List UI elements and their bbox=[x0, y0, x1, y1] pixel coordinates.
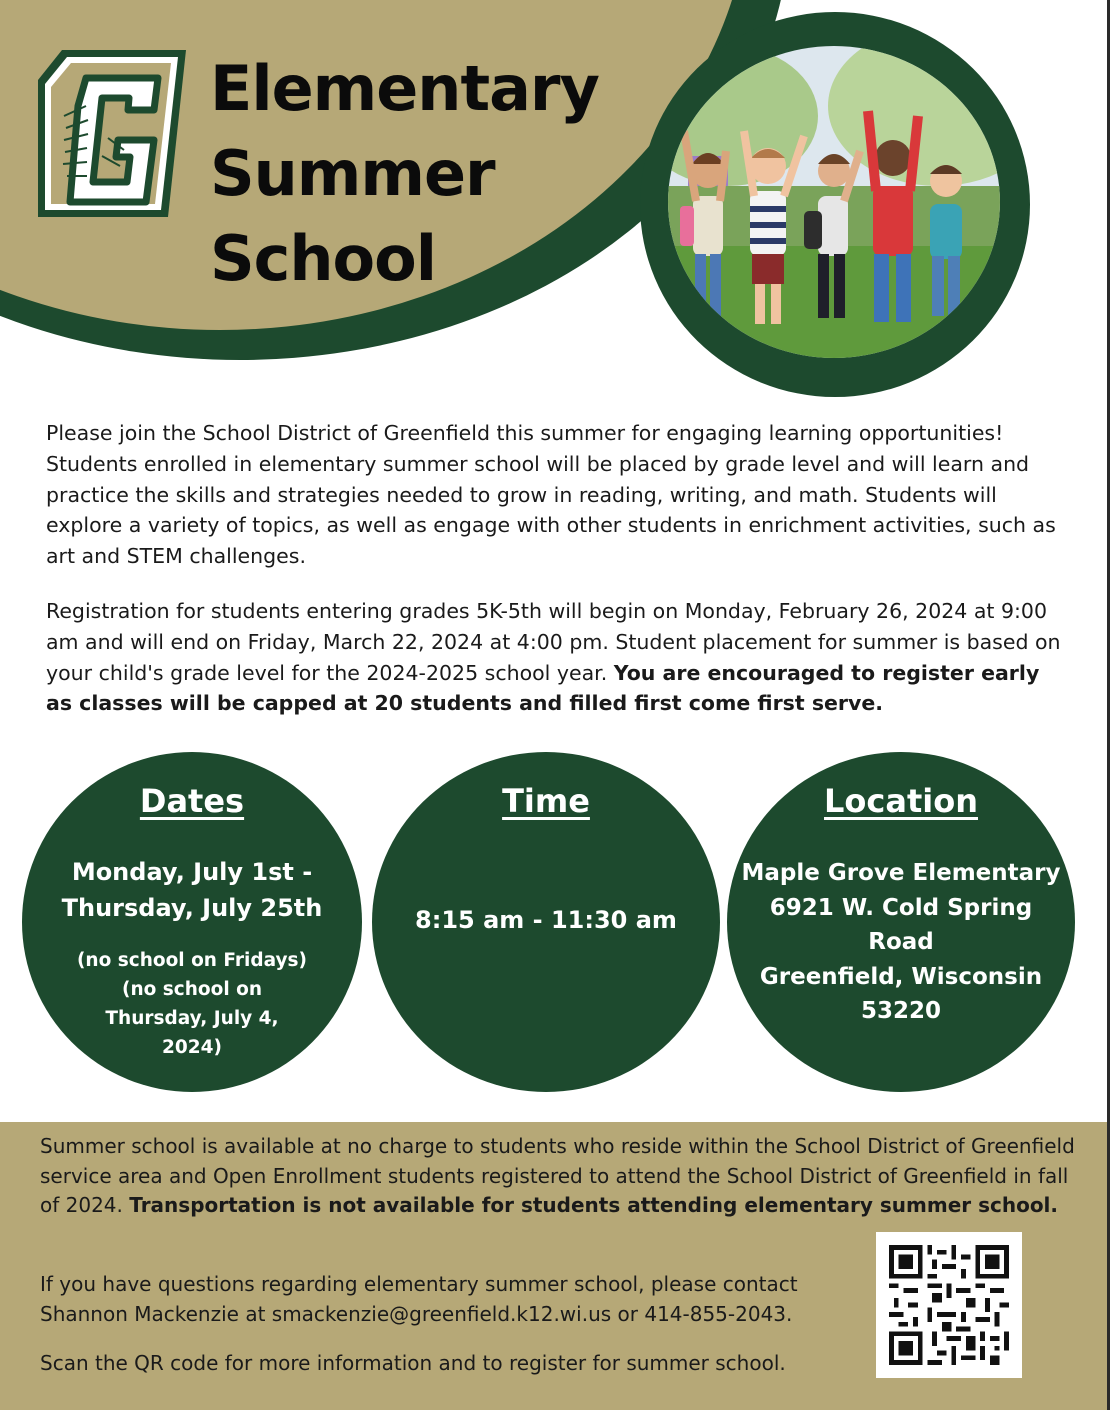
title-line-2: Summer bbox=[210, 137, 495, 210]
dates-range bbox=[32, 854, 352, 926]
location-line-1: Maple Grove Elementary bbox=[741, 860, 1061, 886]
qr-instruction: Scan the QR code for more information and to register for summer school. bbox=[40, 1351, 786, 1375]
page-title bbox=[210, 46, 599, 301]
location-line-5: 53220 bbox=[860, 998, 942, 1024]
registration-text: Registration for students entering grades 5K-5th will begin on Monday, February 26, 2024 at 9:00 am and will end on Friday, March 22, 2024 at 4:00 pm. Student placement for summer is based on your child's grade level for the 2024-2025 school year. bbox=[46, 599, 1061, 685]
greenfield-g-logo-icon bbox=[34, 46, 189, 221]
time-circle bbox=[372, 752, 720, 1092]
dates-note-1: (no school on Fridays) bbox=[76, 950, 308, 971]
dates-note-2: (no school on bbox=[121, 979, 262, 1000]
location-line-2: 6921 W. Cold Spring bbox=[769, 894, 1033, 921]
dates-line-2: Thursday, July 25th bbox=[61, 894, 323, 922]
time-value: 8:15 am - 11:30 am bbox=[415, 906, 677, 934]
location-address bbox=[737, 856, 1065, 1029]
time-heading: Time bbox=[502, 782, 590, 820]
eligibility-text: Summer school is available at no charge to students who reside within the School District of Greenfield service area and Open Enrollment students registered to attend the School District of Greenfield in fall of 2024. bbox=[40, 1134, 1075, 1217]
dates-heading: Dates bbox=[139, 782, 245, 820]
intro-paragraph: Please join the School District of Greenfield this summer for engaging learning opportunities! Students enrolled in elementary summer school will be placed by grade level and will learn and practice the skills and strategies needed to grow in reading, writing, and math. Students will explore a variety of topics, as well as engage with other students in enrichment activities, such as art and STEM challenges. bbox=[46, 421, 1056, 569]
children-cheering-photo bbox=[668, 46, 1000, 358]
dates-note-4: 2024) bbox=[162, 1037, 222, 1058]
transportation-notice: Transportation is not available for students attending elementary summer school. bbox=[129, 1193, 1059, 1217]
eligibility-paragraph bbox=[40, 1132, 1080, 1221]
title-line-1: Elementary bbox=[210, 52, 599, 125]
contact-paragraph: If you have questions regarding elementary summer school, please contact Shannon Mackenzie at smackenzie@greenfield.k12.wi.us or 414-855-2043. bbox=[40, 1272, 798, 1326]
registration-emphasis: You are encouraged to register early as classes will be capped at 20 students and filled first come first serve. bbox=[46, 660, 1040, 716]
location-heading: Location bbox=[824, 782, 978, 820]
dates-notes bbox=[62, 946, 322, 1062]
registration-paragraph bbox=[46, 596, 1066, 719]
qr-code-icon[interactable] bbox=[876, 1232, 1022, 1378]
dates-circle bbox=[22, 752, 362, 1092]
dates-line-1: Monday, July 1st - bbox=[71, 858, 313, 886]
location-circle bbox=[727, 752, 1075, 1092]
title-line-3: School bbox=[210, 222, 436, 295]
dates-note-3: Thursday, July 4, bbox=[105, 1008, 279, 1029]
location-line-3: Road bbox=[868, 929, 934, 955]
location-line-4: Greenfield, Wisconsin bbox=[759, 963, 1043, 990]
